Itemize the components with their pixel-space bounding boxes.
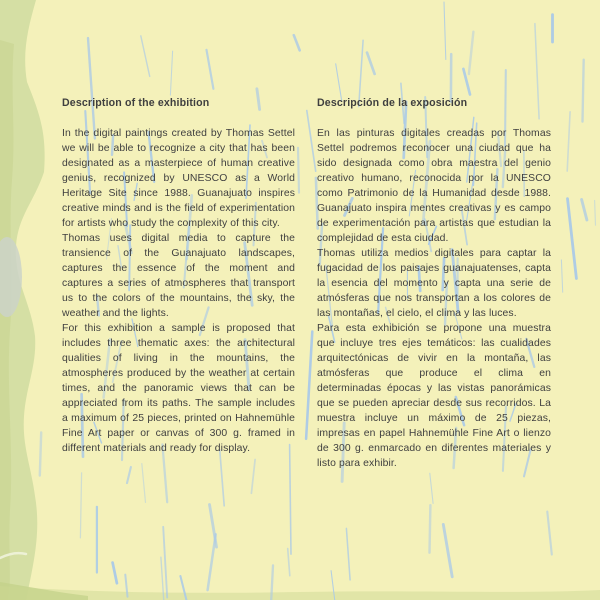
spanish-paragraph-2: Thomas utiliza medios digitales para captar la fugacidad de los paisajes guanajuatenses, capta la esencia del momento y capta una serie de atmósferas que nos transportan a los colores de las montañas, el cielo, el clima y las luces. <box>317 248 551 319</box>
column-english <box>62 97 295 456</box>
moss-texture-bottom <box>0 582 600 600</box>
english-paragraph-2: Thomas uses digital media to capture the transience of the Guanajuato landscapes, captures the essence of the moment and captures a series of atmospheres that transport us to the colors of the mountains, the sky, the weather and the lights. <box>62 233 295 319</box>
spanish-body <box>317 126 551 471</box>
english-heading: Description of the exhibition <box>62 97 210 109</box>
column-spanish <box>317 97 551 471</box>
english-paragraph-1: In the digital paintings created by Thomas Settel we will be able to recognize a city that has been designated as a masterpiece of human creative genius, recognized by UNESCO as a World Heritage Site since 1988. Guanajuato inspires creative minds and is the field of experimentation for artists who study the complexity of this city. <box>62 128 295 229</box>
english-body <box>62 126 295 456</box>
english-paragraph-3: For this exhibition a sample is proposed that includes three thematic axes: the architectural qualities of living in the mountains, the atmospheres produced by the weather at certain times, and the panoramic views that can be appreciated from its paths. The sample includes a maximum of 25 pieces, printed on Hahnemühle Fine Art paper or canvas of 300 g. framed in different materials and ready for display. <box>62 323 295 454</box>
moss-texture-left <box>0 0 45 600</box>
spanish-heading: Descripción de la exposición <box>317 97 468 109</box>
spanish-paragraph-3: Para esta exhibición se propone una muestra que incluye tres ejes temáticos: las cualidades arquitectónicas de vivir en la montaña, las atmósferas que produce el clima en determinadas épocas y las vistas panorámicas que se pueden apreciar desde sus recorridos. La muestra incluye un máximo de 25 piezas, impresas en papel Hahnemühle Fine Art o lienzo de 300 g. enmarcado en diferentes materiales y listo para exhibir. <box>317 323 551 469</box>
spanish-paragraph-1: En las pinturas digitales creadas por Thomas Settel podremos reconocer una ciudad que ha sido designada como obra maestra del genio creativo humano, reconocida por la UNESCO como Patrimonio de la Humanidad desde 1988. Guanajuato inspira mentes creativas y es campo de experimentación para artistas que estudian la complejidad de esta ciudad. <box>317 128 551 244</box>
